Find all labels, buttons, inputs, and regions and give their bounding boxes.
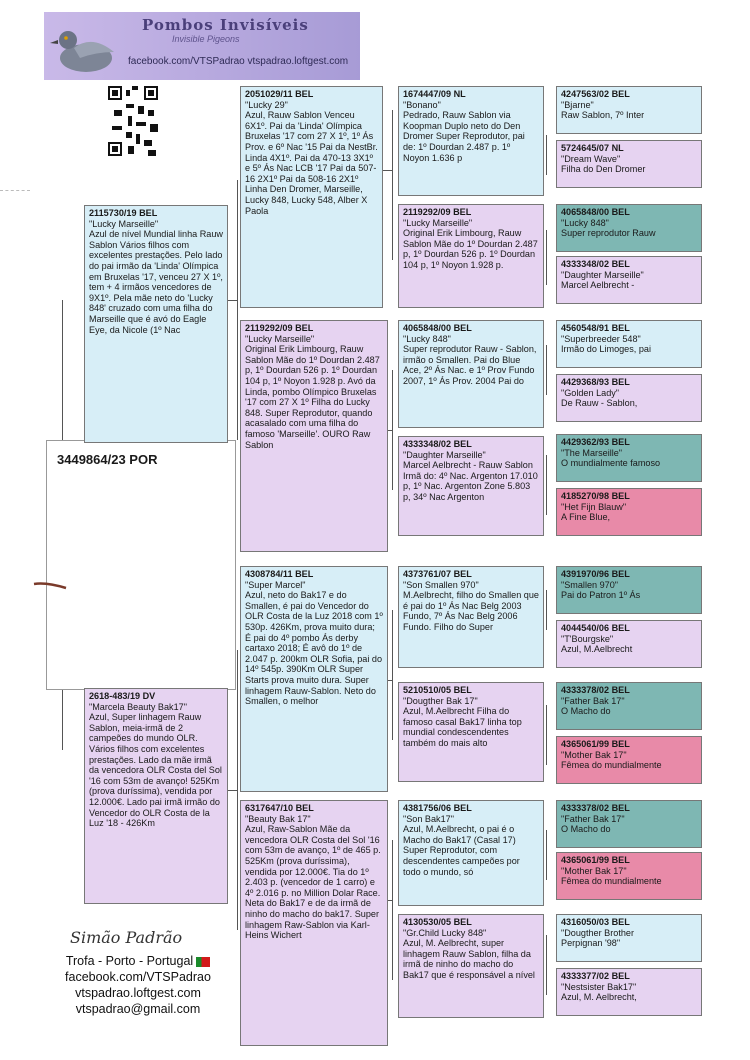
ring-number: 4130530/05 BEL — [403, 917, 472, 927]
bird-name: "Super Marcel" — [245, 579, 306, 590]
bird-name: "Lucky 29" — [245, 99, 288, 110]
portugal-flag-icon — [196, 957, 210, 967]
bird-description: Azul, Rauw Sablon Venceu 6X1º. Pai da 'Linda' Olímpica Bruxelas '17 com 27 X 1º, 1º Ás Prov. e 6º Nac '15 Pai da NestBr. Linda 4X1º. Pai da 470-13 3X1º e 5º Ás Nac LCB '17 Pai da 507-16 2X1º Pai da 508-16 2X1º Linha Den Dromer, Marseille, Lucky 848, Lucky 548, Alber X Paola — [245, 110, 378, 216]
ring-number: 6317647/10 BEL — [245, 803, 314, 813]
pen-mark-icon — [32, 578, 68, 592]
connector — [227, 300, 237, 301]
contact-email[interactable]: vtspadrao@gmail.com — [75, 1002, 201, 1016]
ring-number: 4560548/91 BEL — [561, 323, 630, 333]
contact-location — [38, 954, 238, 968]
pedigree-box-g2 — [556, 140, 702, 188]
bird-description: Irmão do Limoges, pai — [561, 344, 651, 355]
bird-name: "Lucky 848" — [561, 217, 609, 228]
bird-description: De Rauw - Sablon, — [561, 398, 638, 409]
connector — [392, 110, 393, 260]
bird-description: Azul, Raw-Sablon Mãe da vencedora OLR Costa del Sol '16 com 53m de avanço, 1º de 465 p. 525Km (prova duríssima), vendida por 12.000€. Tia do 1º 2.403 p. (vencedor de 1 carro) e 4º 2.016 p. no Million Dolar Race. Neta do Bak17 e de da irmã de ninho do macho do bak17. Super linhagem Raw-Sablon via Karl-Heins Wichert — [245, 824, 381, 941]
bird-name: "T'Bourgske" — [561, 633, 614, 644]
ring-number: 4333348/02 BEL — [403, 439, 472, 449]
bird-name: "Dream Wave" — [561, 153, 621, 164]
pedigree-box-ssd — [398, 204, 544, 308]
bird-description: Pedrado, Rauw Sablon via Koopman Duplo neto do Den Dromer Super Reprodutor, pai de: 1º Dourdan 2.487 p. 1º Noyon 1.636 p — [403, 110, 525, 163]
ring-number: 4065848/00 BEL — [561, 207, 630, 217]
bird-description: Marcel Aelbrecht - Rauw Sablon Irmã do: 4º Nac. Argenton 17.010 p, 1º Nac. Argenton Zone 5.803 p, 34º Nac Argenton — [403, 460, 538, 502]
bird-description: Azul, M. Aelbrecht, — [561, 992, 637, 1003]
bird-name: "Bjarne" — [561, 99, 594, 110]
bird-description: Azul de nível Mundial linha Rauw Sablon Vários filhos com excelentes prestações. Pelo lado do pai irmão da 'Linda' Olímpica em Bruxelas '17, venceu 27 X 1º, tem + 4 irmãos vencedores de 9X1º. Pela mãe neto do 'Lucky 848' cruzado com uma filha do Marseille que é avó do Eagle Eye, da Nicole (1º Nac — [89, 229, 223, 335]
bird-name: "Marcela Beauty Bak17" — [89, 701, 187, 712]
pedigree-box-sire — [84, 205, 228, 443]
ring-number: 4316050/03 BEL — [561, 917, 630, 927]
ring-number: 4365061/99 BEL — [561, 855, 630, 865]
connector — [546, 345, 547, 395]
bird-name: "Gr.Child Lucky 848" — [403, 927, 487, 938]
connector — [546, 830, 547, 880]
pedigree-box-g15 — [556, 914, 702, 962]
connector — [237, 180, 238, 440]
pedigree-box-g1 — [556, 86, 702, 134]
ring-number: 4391970/96 BEL — [561, 569, 630, 579]
qr-code-icon — [108, 86, 158, 156]
bird-name: "Dougther Bak 17" — [403, 695, 478, 706]
bird-name: "Lucky 848" — [403, 333, 451, 344]
ring-number: 4308784/11 BEL — [245, 569, 314, 579]
pigeon-icon — [44, 12, 124, 80]
pedigree-box-sd — [240, 320, 388, 552]
connector — [546, 230, 547, 285]
pedigree-box-dss — [398, 566, 544, 668]
bird-description: Original Erik Limbourg, Rauw Sablon Mãe do 1º Dourdan 2.487 p, 1º Dourdan 526 p. 1º Dourdan 104 p, 1º Noyon 1.928 p. Avó da Linda, pombo Olímpico Bruxelas '17 com 27 X 1º Filha do Lucky 848. Super Reprodutor, quando acasalado com uma filha do famoso 'Marseille'. OURO Raw Sablon — [245, 344, 380, 450]
connector — [546, 705, 547, 765]
ring-number: 4333378/02 BEL — [561, 803, 630, 813]
connector — [546, 135, 547, 175]
bird-description: Perpignan '98" — [561, 938, 621, 949]
header-subtitle: Invisible Pigeons — [172, 34, 240, 44]
contact-site[interactable]: vtspadrao.loftgest.com — [75, 986, 201, 1000]
bird-description: Fêmea do mundialmente — [561, 760, 662, 771]
connector — [546, 935, 547, 995]
pedigree-box-dds — [398, 800, 544, 906]
bird-name: "Daughter Marseille" — [403, 449, 486, 460]
ring-number: 2115730/19 BEL — [89, 208, 158, 218]
bird-description: Super reprodutor Rauw — [561, 228, 656, 239]
pedigree-box-g14 — [556, 852, 702, 900]
pedigree-box-g6 — [556, 374, 702, 422]
pedigree-box-ddd — [398, 914, 544, 1018]
signature: Simão Padrão — [70, 928, 183, 947]
connector — [392, 840, 393, 980]
ring-number: 2618-483/19 DV — [89, 691, 156, 701]
ring-number: 4373761/07 BEL — [403, 569, 472, 579]
bird-description: Azul, M.Aelbrecht Filha do famoso casal Bak17 linha top mundial condescendentes também do mais alto — [403, 706, 522, 748]
ring-number: 4065848/00 BEL — [403, 323, 472, 333]
ring-number: 4247563/02 BEL — [561, 89, 630, 99]
ring-number: 4429368/93 BEL — [561, 377, 630, 387]
connector — [382, 170, 392, 171]
bird-name: "Beauty Bak 17" — [245, 813, 311, 824]
connector — [227, 790, 237, 791]
pedigree-box-g4 — [556, 256, 702, 304]
connector — [392, 610, 393, 740]
ring-number: 5210510/05 BEL — [403, 685, 472, 695]
bird-name: "Nestsister Bak17" — [561, 981, 637, 992]
connector — [392, 370, 393, 490]
ring-number: 2119292/09 BEL — [403, 207, 472, 217]
pedigree-box-sss — [398, 86, 544, 196]
ring-number: 4365061/99 BEL — [561, 739, 630, 749]
bird-description: Pai do Patron 1º Ás — [561, 590, 641, 601]
connector — [62, 690, 63, 750]
bird-name: "Mother Bak 17" — [561, 749, 627, 760]
bird-description: Azul, neto do Bak17 e do Smallen, é pai do Vencedor do OLR Costa de la Luz 2018 com 1º 530p. 426Km, prova muito dura; É pai do 4º pombo Ás derby cartaxo 2018; É avô do 1º de 2.047 p. 200km OLR Sofia, pai do 14º 545p. 390Km OLR Super Starts prova muito dura. Super linhagem Rauw-Sablon. Neto do Smallen, o melhor — [245, 590, 383, 707]
connector — [546, 455, 547, 515]
bird-description: M.Aelbrecht, filho do Smallen que é pai do 1º Ás Nac Belg 2003 Fundo, 7º Ás Nac Belg 2006 Fundo. Filho do Super — [403, 590, 539, 632]
main-bird-ring: 3449864/23 POR — [57, 452, 158, 467]
bird-name: "Smallen 970" — [561, 579, 619, 590]
ring-number: 5724645/07 NL — [561, 143, 624, 153]
bird-name: "Het Fijn Blauw" — [561, 501, 627, 512]
ring-number: 2051029/11 BEL — [245, 89, 314, 99]
bird-name: "Daughter Marseille" — [561, 269, 644, 280]
bird-description: A Fine Blue, — [561, 512, 611, 523]
connector — [237, 650, 238, 930]
ring-number: 4333378/02 BEL — [561, 685, 630, 695]
bird-name: "Father Bak 17" — [561, 695, 625, 706]
bird-description: Azul, M. Aelbrecht, super linhagem Rauw Sablon, filha da irmã de ninho do macho do Bak17 que é responsável a nível — [403, 938, 535, 980]
pedigree-box-g11 — [556, 682, 702, 730]
pedigree-box-g3 — [556, 204, 702, 252]
main-bird-box — [46, 440, 236, 690]
pedigree-box-g9 — [556, 566, 702, 614]
pedigree-box-ds — [240, 566, 388, 792]
pedigree-box-g16 — [556, 968, 702, 1016]
ring-number: 2119292/09 BEL — [245, 323, 314, 333]
bird-name: "Son Bak17" — [403, 813, 454, 824]
pedigree-box-sds — [398, 320, 544, 428]
ring-number: 4044540/06 BEL — [561, 623, 630, 633]
ring-number: 4333377/02 BEL — [561, 971, 630, 981]
pedigree-box-g13 — [556, 800, 702, 848]
bird-name: "Bonano" — [403, 99, 441, 110]
bird-description: O mundialmente famoso — [561, 458, 661, 469]
ring-number: 1674447/09 NL — [403, 89, 466, 99]
bird-description: Super reprodutor Rauw - Sablon, irmão o Smallen. Pai do Blue Ace, 2º Ás Nac. e 1º Prov Fundo 2007, 1º Ás Prov. 2004 Pai do — [403, 344, 537, 386]
pedigree-box-dd — [240, 800, 388, 1046]
bird-name: "Superbreeder 548" — [561, 333, 641, 344]
bird-name: "Lucky Marseille" — [245, 333, 315, 344]
header-links[interactable]: facebook.com/VTSPadrao vtspadrao.loftgest.com — [128, 56, 349, 67]
bird-description: Original Erik Limbourg, Rauw Sablon Mãe do 1º Dourdan 2.487 p, 1º Dourdan 526 p. 1º Dourdan 104 p, 1º Noyon 1.928 p. — [403, 228, 538, 270]
header-title: Pombos Invisíveis — [142, 16, 309, 34]
pedigree-box-sdd — [398, 436, 544, 536]
bird-name: "Golden Lady" — [561, 387, 620, 398]
pedigree-box-g8 — [556, 488, 702, 536]
ring-number: 4333348/02 BEL — [561, 259, 630, 269]
ring-number: 4185270/98 BEL — [561, 491, 630, 501]
bird-name: "Father Bak 17" — [561, 813, 625, 824]
ring-number: 4381756/06 BEL — [403, 803, 472, 813]
bird-description: Marcel Aelbrecht - — [561, 280, 635, 291]
bird-description: Azul, M.Aelbrecht — [561, 644, 633, 655]
header-banner — [44, 12, 360, 80]
bird-description: O Macho do — [561, 706, 611, 717]
connector — [546, 590, 547, 630]
bird-name: "Lucky Marseille" — [403, 217, 473, 228]
connector — [62, 300, 63, 440]
pedigree-box-g7 — [556, 434, 702, 482]
fold-mark — [0, 190, 30, 191]
pedigree-box-dsd — [398, 682, 544, 782]
pedigree-box-g10 — [556, 620, 702, 668]
bird-description: O Macho do — [561, 824, 611, 835]
bird-name: "Son Smallen 970" — [403, 579, 479, 590]
pedigree-box-g5 — [556, 320, 702, 368]
bird-name: "Dougther Brother — [561, 927, 634, 938]
bird-name: "Mother Bak 17" — [561, 865, 627, 876]
bird-name: "Lucky Marseille" — [89, 218, 159, 229]
contact-facebook[interactable]: facebook.com/VTSPadrao — [65, 970, 211, 984]
bird-description: Fêmea do mundialmente — [561, 876, 662, 887]
bird-name: "The Marseille" — [561, 447, 623, 458]
bird-description: Raw Sablon, 7º Inter — [561, 110, 645, 121]
pedigree-box-dam — [84, 688, 228, 904]
pedigree-box-g12 — [556, 736, 702, 784]
bird-description: Azul, M.Aelbrecht, o pai é o Macho do Bak17 (Casal 17) Super Reprodutor, com descendentes campeões por todo o mundo, só — [403, 824, 520, 877]
bird-description: Filha do Den Dromer — [561, 164, 646, 175]
location-text: Trofa - Porto - Portugal — [65, 954, 194, 968]
bird-description: Azul, Super linhagem Rauw Sablon, meia-irmã de 2 campeões do mundo OLR. Vários filhos com excelentes prestações. Lado da mãe irmã da vencedora OLR Costa del Sol '16 com 53m de avanço! 525Km (prova duríssima), vendida por 12.000€. Lado pai irmã irmão do Vencedor do OLR Costa de la Luz '18 - 426Km — [89, 712, 222, 829]
pedigree-box-ss — [240, 86, 383, 308]
ring-number: 4429362/93 BEL — [561, 437, 630, 447]
